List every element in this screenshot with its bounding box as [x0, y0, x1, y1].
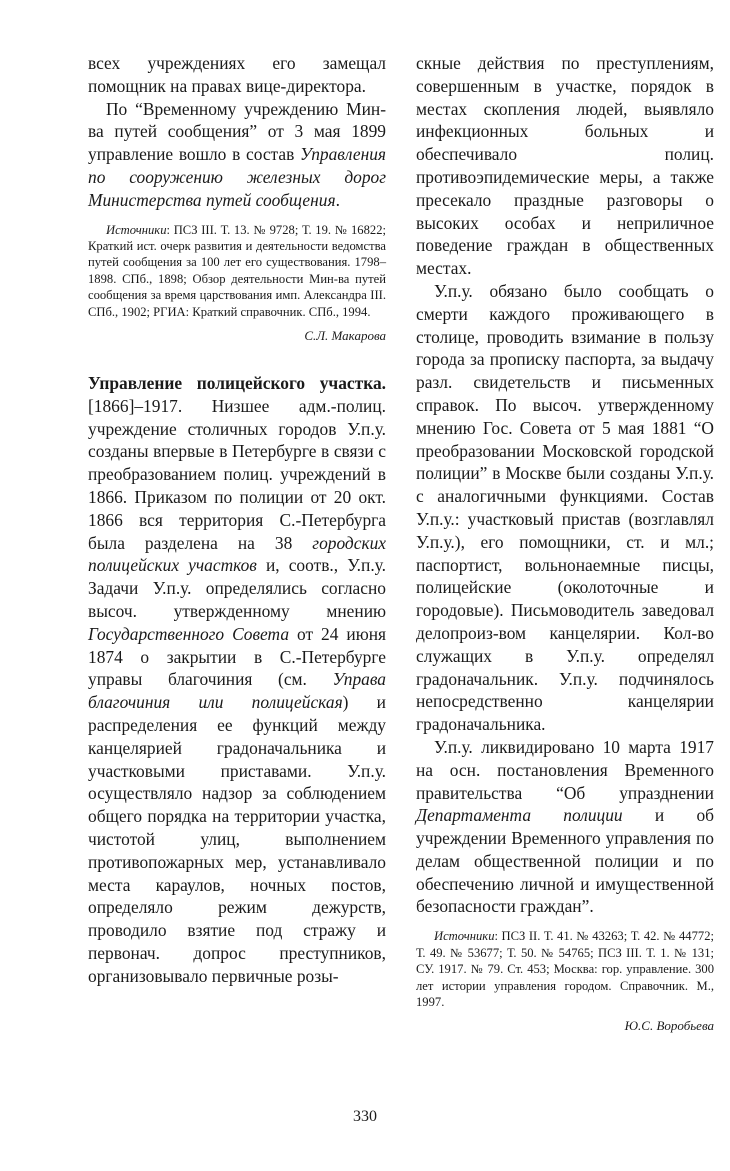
sources-label: Источники — [434, 929, 495, 944]
author-signature: С.Л. Макарова — [304, 328, 386, 344]
sources-text: : ПСЗ II. Т. 41. № 43263; Т. 42. № 44772; Т. 49. № 53677; Т. 50. № 54765; ПСЗ III. Т. 1. № 131; СУ. 1917. № 79. Ст. 453; Москва: гор. управление. 300 лет истории управления городом. Справочник. М., 1997. — [416, 929, 714, 1009]
cross-reference: Управа благочиния или полицейская — [88, 669, 386, 713]
text-run: У.п.у. ликвидировано 10 марта 1917 на осн. постановления Временного правительства “Об упразднении — [416, 736, 714, 803]
text-run: ) и распределения ее функций между канцелярией градоначальника и участковыми приставами. У.п.у. осуществляло надзор за соблюдением общего порядка на территории участка, чистотой улиц, выполнением противопожарных мер, устанавливало места караулов, ночных постов, определяло режим дежурств, проводило взятие под стражу и первонач. допрос преступников, организовывало первичные розы- — [88, 692, 386, 986]
text-run: от 24 июня 1874 о закрытии в С.-Петербурге управы благочиния (см. — [88, 623, 386, 690]
paragraph — [88, 98, 386, 212]
cross-reference: городских полицейских участков — [88, 532, 386, 576]
sources-note — [416, 928, 714, 1010]
cross-reference: Управления по сооружению железных дорог Министерства путей сообщения — [88, 144, 386, 210]
text-run: По “Временному учреждению Мин-ва путей сообщения” от 3 мая 1899 управление вошло в состав — [88, 98, 386, 165]
text-run: . — [335, 189, 340, 210]
sources-label: Источники — [106, 222, 167, 237]
cross-reference: Департамента полиции — [416, 805, 623, 826]
author-signature: Ю.С. Воробьева — [624, 1018, 714, 1034]
sources-text: : ПСЗ III. Т. 13. № 9728; Т. 19. № 16822; Краткий ист. очерк развития и деятельности ведомства путей сообщения за 100 лет его существования. 1798–1898. СПб., 1898; Обзор деятельности Мин-ва путей сообщения за время царствования имп. Александра III. СПб., 1902; РГИА: Краткий справочник. СПб., 1994. — [88, 222, 386, 319]
text-run: [1866]–1917. Низшее адм.-полиц. учреждение столичных городов У.п.у. созданы впервые в Петербурге в связи с преобразованием полиц. учреждений в 1866. Приказом по полиции от 20 окт. 1866 вся территория С.-Петербурга была разделена на 38 — [88, 395, 386, 553]
page-number: 330 — [353, 1108, 377, 1125]
paragraph: У.п.у. обязано было сообщать о смерти каждого проживающего в столице, проводить взимание в пользу города за прописку паспорта, за выдачу разл. свидетельств и письменных справок. По высоч. утвержденному мнению Гос. Совета от 5 мая 1881 “О преобразовании Московской городской полиции” в Москве были созданы У.п.у. с аналогичными функциями. Состав У.п.у.: участковый пристав (возглавлял У.п.у.), его помощники, ст. и мл.; паспортист, вольнонаемные писцы, полицейские (околоточные и городовые). Письмоводитель заведовал делопроиз-вом канцелярии. Кол-во служащих в У.п.у. определял градоначальник. У.п.у. подчинялось непосредственно канцелярии градоначальника. — [416, 280, 714, 735]
right-column — [416, 52, 714, 1034]
entry-paragraph — [88, 372, 386, 988]
paragraph — [416, 736, 714, 918]
entry-title: Управление полицейского участка. — [88, 373, 386, 394]
left-column — [88, 52, 386, 988]
paragraph: скные действия по преступлениям, совершенным в участке, порядок в местах скопления людей, выявляло инфекционных больных и обеспечивало полиц. противоэпидемические меры, а также пресекало праздные разговоры о высоких особах и неприличное поведение граждан в общественных местах. — [416, 53, 714, 279]
paragraph: всех учреждениях его замещал помощник на правах вице-директора. — [88, 53, 386, 96]
text-run: и, соотв., У.п.у. Задачи У.п.у. определялись согласно высоч. утвержденному мнению — [88, 555, 386, 621]
cross-reference: Государственного Совета — [88, 623, 290, 644]
text-run: и об учреждении Временного управления по делам общественной полиции и по обеспечению личной и имущественной безопасности граждан”. — [416, 805, 714, 917]
sources-note — [88, 222, 386, 320]
